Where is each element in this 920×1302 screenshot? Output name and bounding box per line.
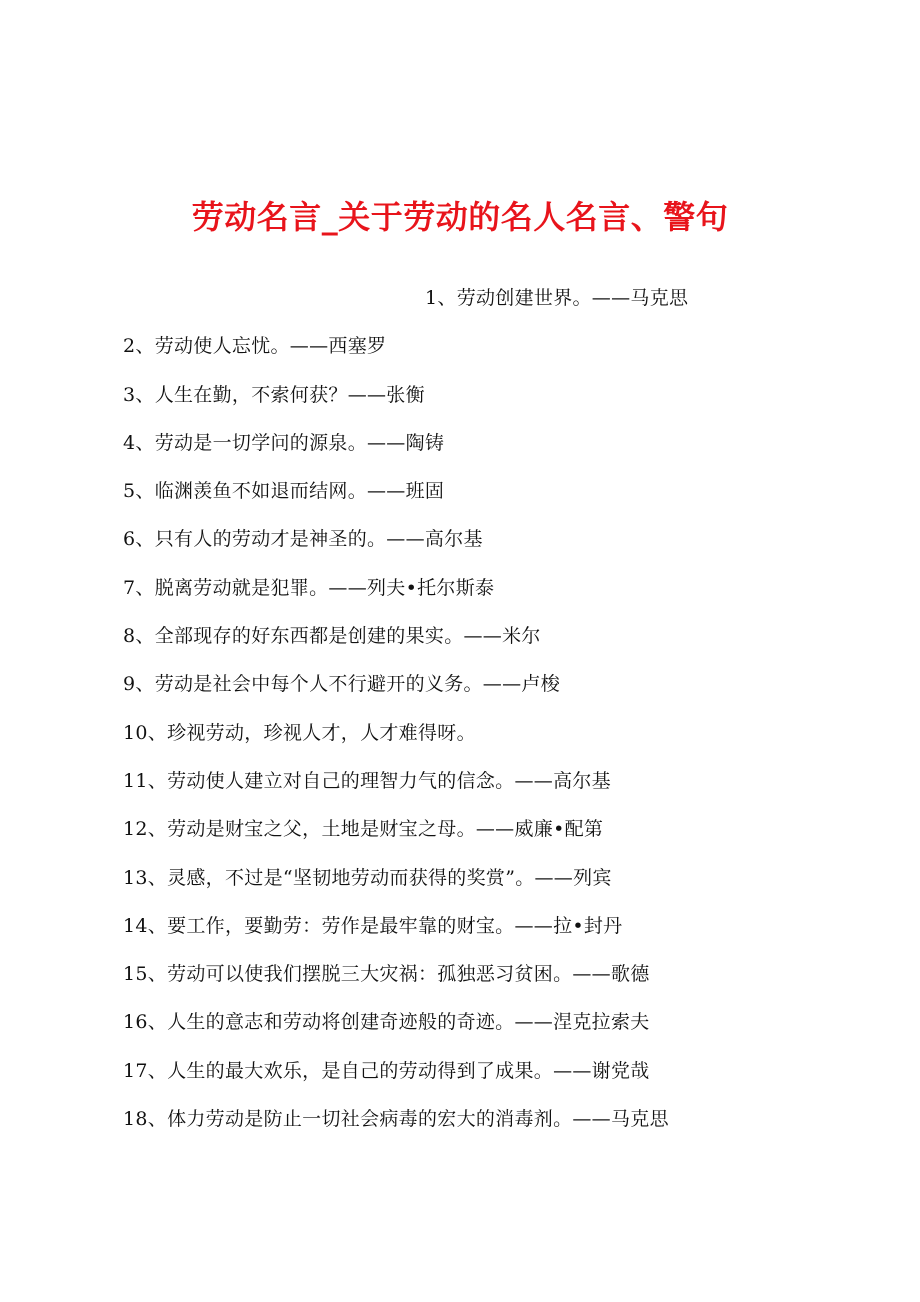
quote-item-11: 11、劳动使人建立对自己的理智力气的信念。——高尔基 [123,769,611,792]
page-title: 劳动名言_关于劳动的名人名言、警句 [191,198,729,236]
quote-item-4: 4、劳动是一切学问的源泉。——陶铸 [123,431,445,454]
quote-item-3: 3、人生在勤，不索何获？——张衡 [123,383,425,406]
quote-item-6: 6、只有人的劳动才是神圣的。——高尔基 [123,528,483,551]
quote-item-9: 9、劳动是社会中每个人不行避开的义务。——卢梭 [123,673,560,696]
quote-item-1: 1、劳动创建世界。——马克思 [425,287,689,309]
quote-item-7: 7、脱离劳动就是犯罪。——列夫•托尔斯泰 [123,576,495,599]
quote-item-10: 10、珍视劳动，珍视人才，人才难得呀。 [123,721,476,744]
quote-item-14: 14、要工作，要勤劳：劳作是最牢靠的财宝。——拉•封丹 [123,914,623,937]
quote-item-12: 12、劳动是财宝之父，土地是财宝之母。——威廉•配第 [123,818,604,841]
quote-item-8: 8、全部现存的好东西都是创建的果实。——米尔 [123,625,541,648]
quote-item-13: 13、灵感，不过是“坚韧地劳动而获得的奖赏”。——列宾 [123,866,612,889]
quote-item-15: 15、劳动可以使我们摆脱三大灾祸：孤独恶习贫困。——歌德 [123,963,650,986]
quote-item-5: 5、临渊羡鱼不如退而结网。——班固 [123,480,445,503]
quote-item-18: 18、体力劳动是防止一切社会病毒的宏大的消毒剂。——马克思 [123,1108,669,1131]
quote-item-17: 17、人生的最大欢乐，是自己的劳动得到了成果。——谢党哉 [123,1059,650,1082]
quote-item-2: 2、劳动使人忘忧。——西塞罗 [123,335,387,358]
quote-list [123,278,823,1147]
quote-item-16: 16、人生的意志和劳动将创建奇迹般的奇迹。——涅克拉索夫 [123,1011,650,1034]
